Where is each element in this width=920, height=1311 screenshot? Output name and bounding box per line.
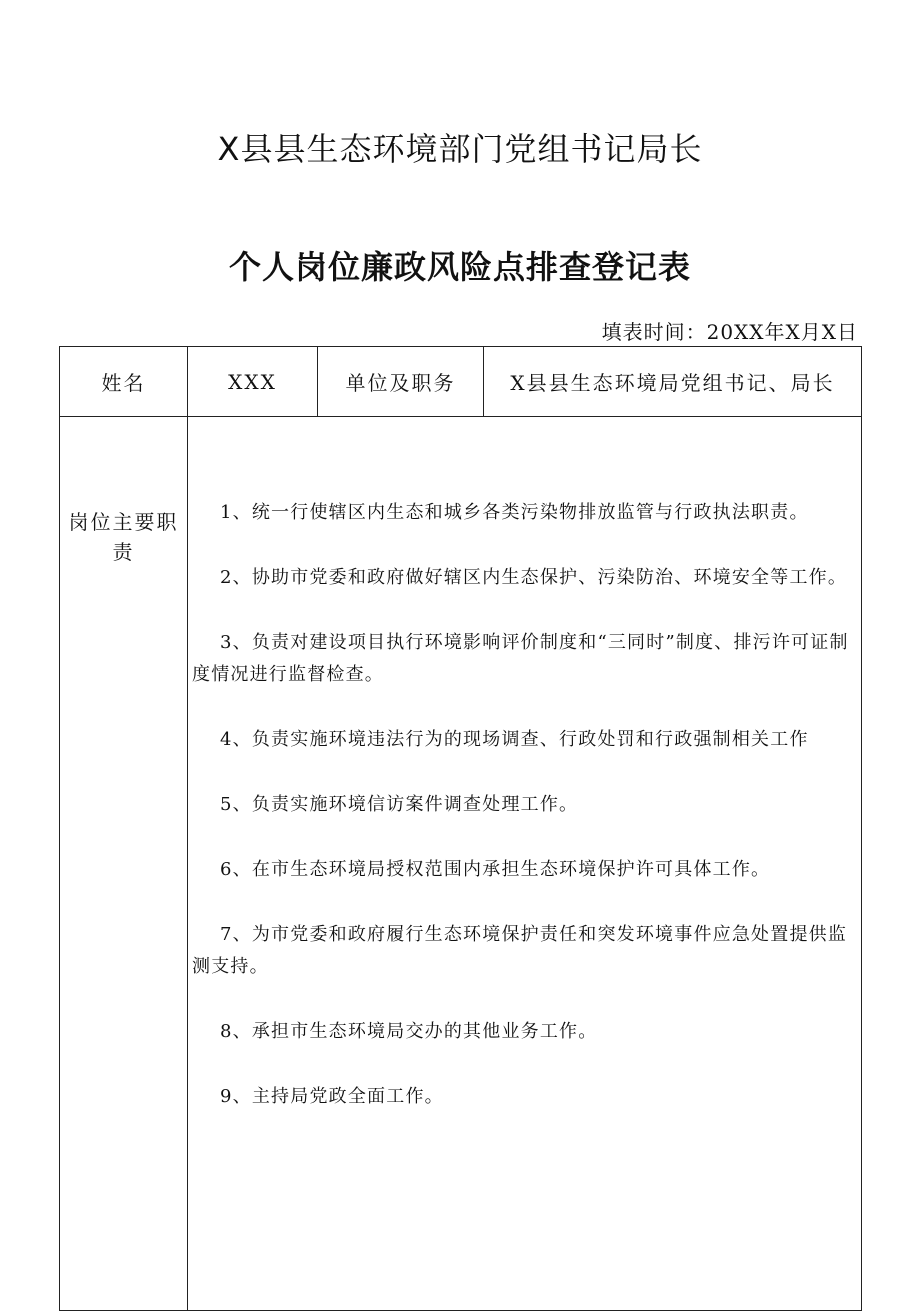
document-title-line2: 个人岗位廉政风险点排查登记表	[228, 248, 691, 286]
unit-label: 单位及职务	[318, 347, 484, 417]
fill-date: 填表时间：20XX年X月X日	[601, 320, 858, 344]
duty-item: 7、为市党委和政府履行生态环境保护责任和突发环境事件应急处置提供监测支持。	[192, 924, 848, 977]
name-value: XXX	[188, 347, 318, 417]
duty-item: 6、在市生态环境局授权范围内承担生态环境保护许可具体工作。	[220, 859, 771, 880]
duty-label-cell	[60, 417, 188, 1311]
duty-item: 3、负责对建设项目执行环境影响评价制度和“三同时”制度、排污许可证制度情况进行监督检查。	[192, 632, 849, 685]
duty-item: 2、协助市党委和政府做好辖区内生态保护、污染防治、环境安全等工作。	[220, 567, 848, 588]
registration-table	[59, 346, 862, 1311]
duty-list	[188, 417, 861, 1113]
document-title-line1: X县县生态环境部门党组书记局长	[217, 130, 703, 168]
header-row	[60, 347, 862, 417]
duty-item: 8、承担市生态环境局交办的其他业务工作。	[220, 1021, 598, 1042]
duty-row	[60, 417, 862, 1311]
duty-item: 4、负责实施环境违法行为的现场调查、行政处罚和行政强制相关工作	[220, 729, 809, 750]
name-label: 姓名	[60, 347, 188, 417]
duty-item: 1、统一行使辖区内生态和城乡各类污染物排放监管与行政执法职责。	[220, 502, 809, 523]
unit-value: X县县生态环境局党组书记、局长	[484, 347, 862, 417]
duty-item: 9、主持局党政全面工作。	[220, 1086, 444, 1107]
duty-item: 5、负责实施环境信访案件调查处理工作。	[220, 794, 579, 815]
duty-content-cell	[188, 417, 862, 1311]
duty-label: 岗位主要职责	[68, 510, 179, 564]
